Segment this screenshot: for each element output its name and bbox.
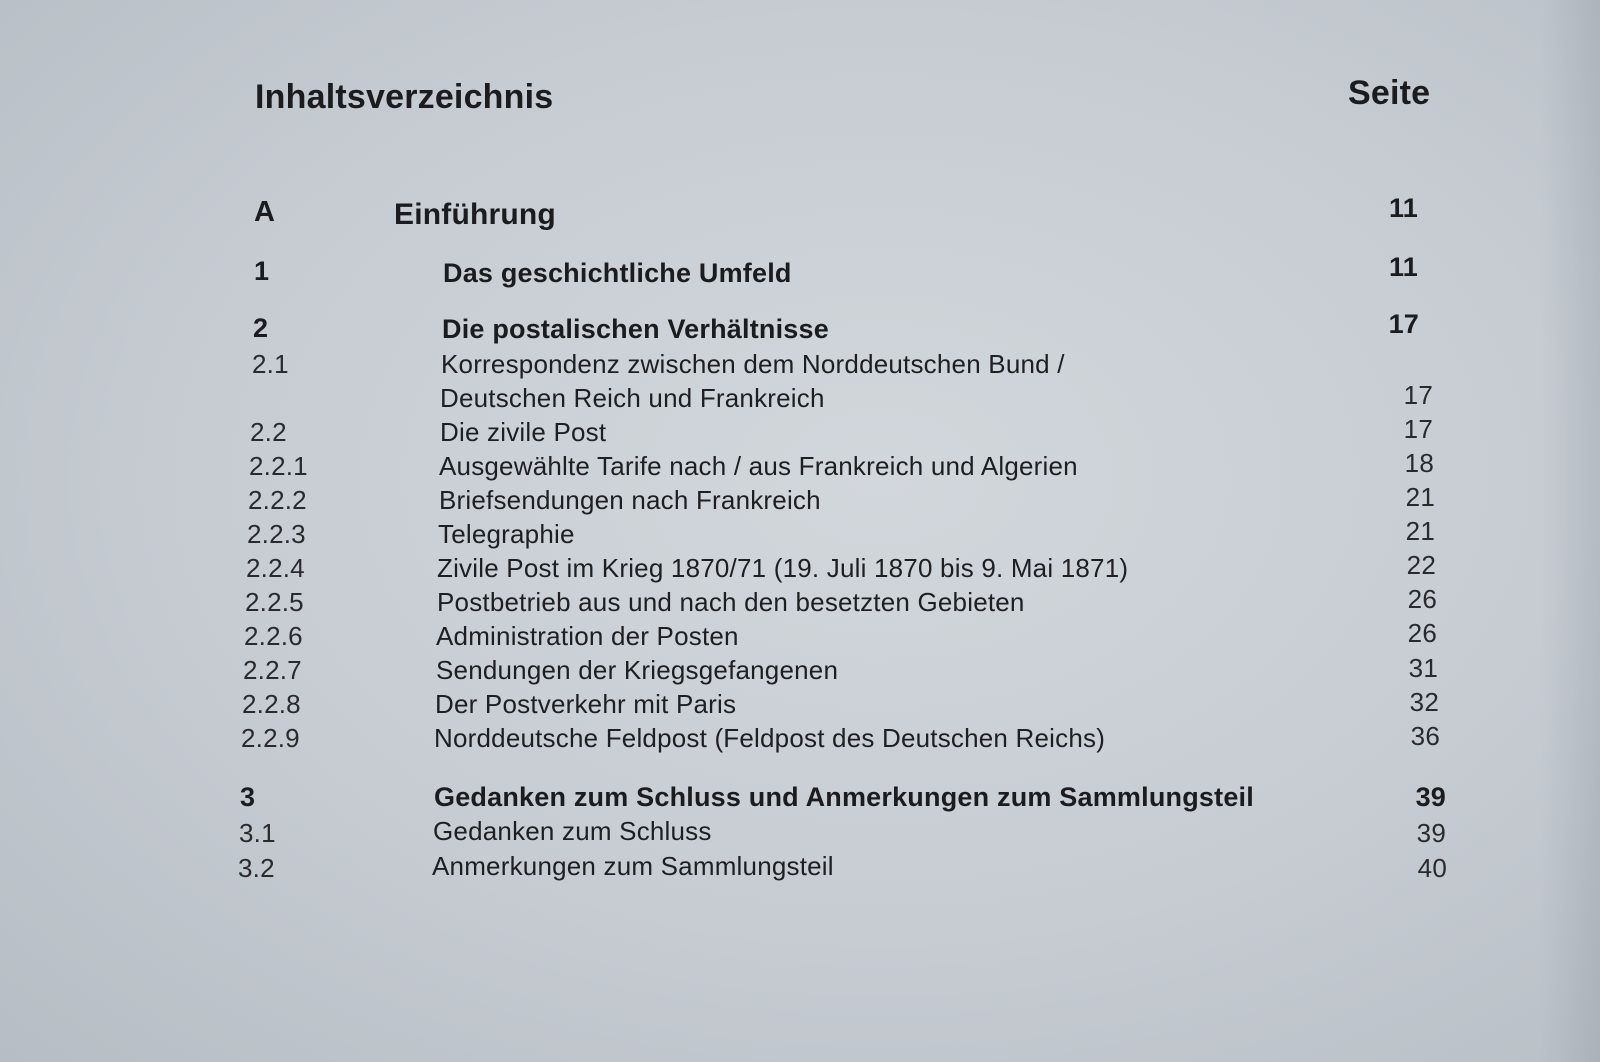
toc-page-number: 17 [1403, 380, 1433, 410]
toc-page-number: 36 [1410, 721, 1440, 751]
toc-entry: Gedanken zum Schluss [433, 816, 712, 846]
toc-number: 2.2.5 [245, 587, 304, 617]
toc-entry: Norddeutsche Feldpost (Feldpost des Deutschen Reichs) [434, 723, 1106, 753]
toc-number: 2.2.9 [241, 723, 300, 753]
toc-page-number: 32 [1409, 687, 1439, 717]
toc-entry: Anmerkungen zum Sammlungsteil [432, 851, 834, 881]
toc-page-number: 26 [1407, 618, 1437, 648]
toc-title: Inhaltsverzeichnis [255, 78, 554, 116]
toc-number: 2.2.7 [243, 655, 302, 685]
toc-entry-continuation: Deutschen Reich und Frankreich [440, 383, 825, 413]
toc-number: 2.1 [252, 349, 289, 379]
toc-page-number: 18 [1404, 448, 1434, 478]
toc-entry: Briefsendungen nach Frankreich [439, 485, 821, 515]
toc-entry: Administration der Posten [436, 621, 739, 651]
toc-entry: Zivile Post im Krieg 1870/71 (19. Juli 1870 bis 9. Mai 1871) [437, 553, 1129, 583]
toc-page-number: 39 [1416, 818, 1446, 848]
toc-page-number: 40 [1417, 853, 1447, 883]
toc-page-number: 22 [1406, 550, 1436, 580]
toc-page-number: 21 [1405, 482, 1435, 512]
toc-number: 2.2.1 [249, 451, 308, 481]
toc-number: 3.2 [238, 853, 275, 883]
toc-page-number: 11 [1389, 252, 1418, 282]
toc-entry: Korrespondenz zwischen dem Norddeutschen Bund / [441, 349, 1065, 379]
toc-number: A [254, 196, 276, 228]
toc-number: 2.2.4 [246, 553, 305, 583]
toc-page-number: 11 [1389, 193, 1418, 223]
page-column-label: Seite [1348, 74, 1431, 112]
toc-page-number: 17 [1403, 414, 1433, 444]
toc-heading: Das geschichtliche Umfeld [443, 258, 792, 288]
toc-heading: Einführung [394, 198, 556, 231]
toc-heading: Die postalischen Verhältnisse [442, 314, 829, 344]
toc-page-number: 31 [1408, 653, 1438, 683]
toc-entry: Telegraphie [438, 519, 575, 549]
toc-number: 2.2.8 [242, 689, 301, 719]
toc-page-number: 26 [1407, 584, 1437, 614]
toc-number: 2 [253, 313, 269, 343]
toc-page-number: 21 [1405, 516, 1435, 546]
toc-number: 3.1 [239, 818, 276, 848]
toc-entry: Sendungen der Kriegsgefangenen [436, 655, 839, 685]
toc-number: 2.2.3 [247, 519, 306, 549]
toc-entry: Die zivile Post [440, 417, 607, 447]
toc-number: 2.2.2 [248, 485, 307, 515]
toc-page-number: 39 [1415, 782, 1446, 812]
toc-page-number: 17 [1388, 309, 1419, 339]
toc-entry: Ausgewählte Tarife nach / aus Frankreich und Algerien [439, 451, 1078, 481]
toc-number: 3 [240, 782, 256, 812]
toc-entry: Postbetrieb aus und nach den besetzten Gebieten [437, 587, 1025, 617]
toc-heading: Gedanken zum Schluss und Anmerkungen zum Sammlungsteil [434, 782, 1254, 812]
toc-number: 1 [254, 256, 270, 286]
toc-number: 2.2 [250, 417, 287, 447]
toc-number: 2.2.6 [244, 621, 303, 651]
toc-entry: Der Postverkehr mit Paris [435, 689, 737, 719]
